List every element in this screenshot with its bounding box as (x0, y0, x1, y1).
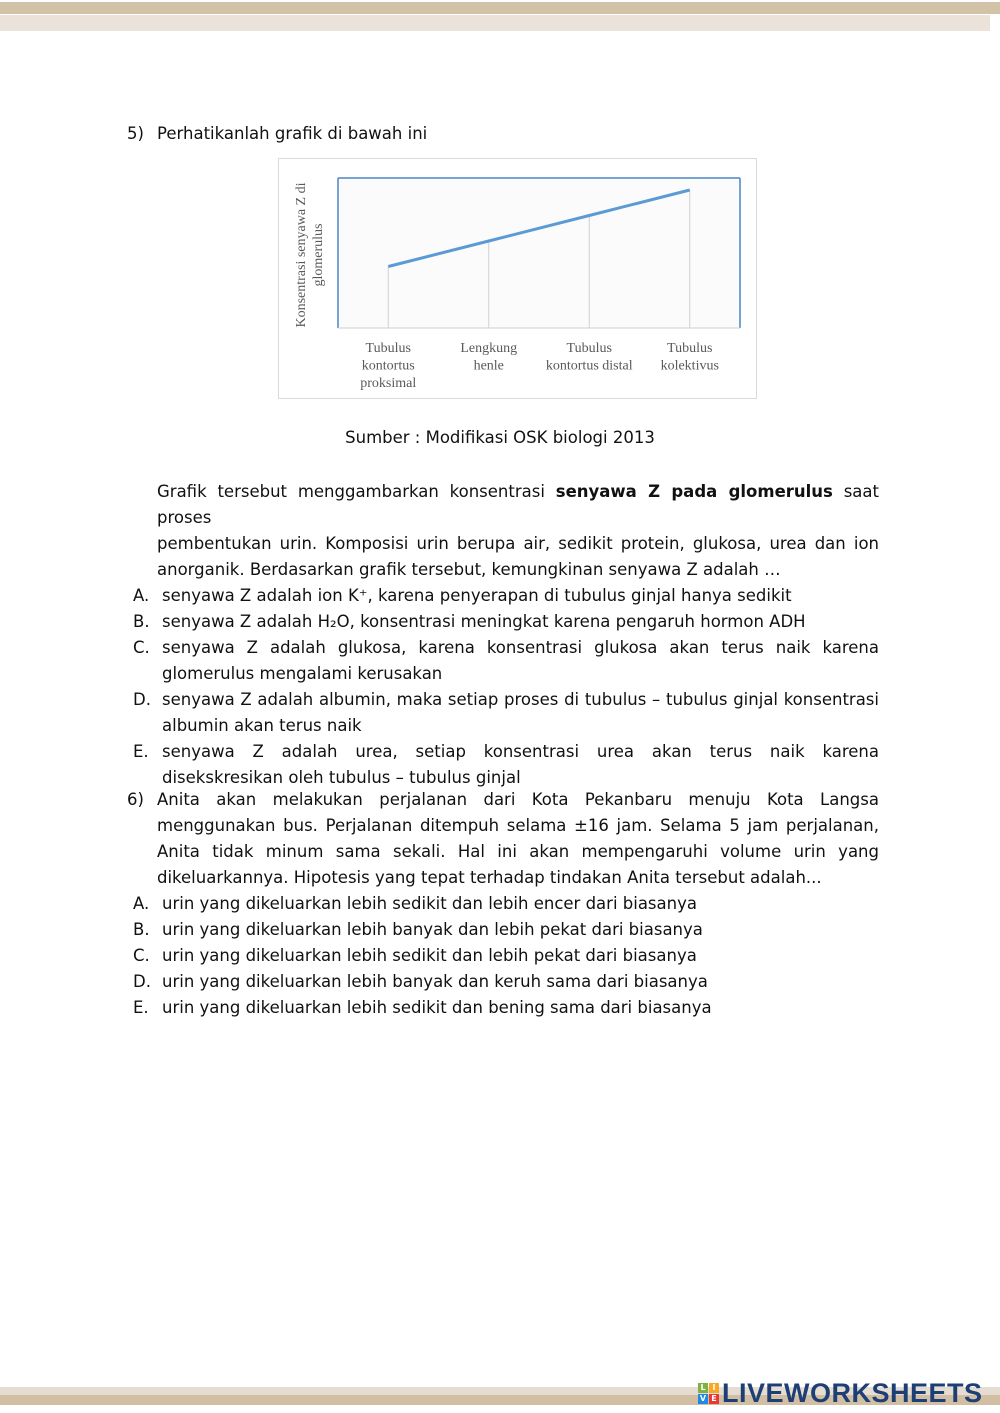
x-tick-label: kolektivus (660, 358, 719, 374)
text: Grafik tersebut menggambarkan konsentrasi (157, 482, 556, 501)
liveworksheets-logo (698, 1378, 983, 1408)
option-letter: A. (133, 586, 150, 605)
option-text: urin yang dikeluarkan lebih banyak dan lebih pekat dari biasanya (162, 920, 703, 939)
question-6 (127, 787, 879, 1021)
option-text: urin yang dikeluarkan lebih banyak dan keruh sama dari biasanya (162, 972, 708, 991)
paragraph-line: pembentukan urin. Komposisi urin berupa air, sedikit protein, glukosa, urea dan ion (157, 534, 879, 553)
x-tick-label: Tubulus (365, 341, 411, 356)
paragraph-line: menggunakan bus. Perjalanan ditempuh selama ±16 jam. Selama 5 jam perjalanan, (157, 816, 879, 835)
option-text: urin yang dikeluarkan lebih sedikit dan lebih encer dari biasanya (162, 894, 697, 913)
option-text: senyawa Z adalah urea, setiap konsentrasi urea akan terus naik karena disekskresikan oleh tubulus – tubulus ginjal (162, 742, 879, 787)
line-chart (279, 159, 758, 400)
option-text: urin yang dikeluarkan lebih sedikit dan lebih pekat dari biasanya (162, 946, 697, 965)
option-a[interactable] (127, 583, 879, 609)
option-a[interactable] (127, 891, 879, 917)
option-d[interactable] (127, 969, 879, 995)
option-text: urin yang dikeluarkan lebih sedikit dan bening sama dari biasanya (162, 998, 712, 1017)
option-letter: C. (133, 946, 150, 965)
option-letter: E. (133, 998, 149, 1017)
option-e[interactable] (127, 995, 879, 1021)
logo-text: LIVEWORKSHEETS (722, 1377, 983, 1408)
x-tick-label: Tubulus (566, 341, 612, 356)
paragraph-line: Anita tidak minum sama sekali. Hal ini akan mempengaruhi volume urin yang (157, 842, 879, 861)
option-letter: A. (133, 894, 150, 913)
logo-letter: L (698, 1383, 708, 1393)
option-d[interactable] (127, 687, 879, 739)
options-list (127, 891, 879, 1021)
option-b[interactable] (127, 609, 879, 635)
logo-letter: V (699, 1393, 707, 1403)
option-letter: D. (133, 690, 151, 709)
option-c[interactable] (127, 943, 879, 969)
top-border (0, 2, 1000, 14)
x-tick-label: henle (473, 358, 504, 374)
logo-letter: E (709, 1394, 719, 1404)
option-b[interactable] (127, 917, 879, 943)
top-border-light (0, 15, 990, 31)
option-text: senyawa Z adalah albumin, maka setiap proses di tubulus – tubulus ginjal konsentrasi albumin akan terus naik (162, 690, 879, 735)
plot-area (338, 178, 740, 328)
y-axis-label: Konsentrasi senyawa Z di (294, 182, 309, 328)
option-c[interactable] (127, 635, 879, 687)
paragraph-line: dikeluarkannya. Hipotesis yang tepat terhadap tindakan Anita tersebut adalah... (157, 868, 822, 887)
logo-icon (698, 1383, 719, 1404)
y-axis-label: glomerulus (311, 223, 326, 287)
x-tick-label: Tubulus (667, 341, 713, 356)
options-list (127, 583, 879, 791)
chart (278, 158, 757, 399)
logo-letter: I (709, 1383, 719, 1393)
text: saat proses (157, 482, 879, 527)
source-caption: Sumber : Modifikasi OSK biologi 2013 (345, 428, 655, 447)
option-letter: D. (133, 972, 151, 991)
option-letter: B. (133, 612, 150, 631)
question-5-prompt (127, 121, 879, 147)
x-tick-label: proksimal (360, 376, 417, 391)
bold-text: senyawa Z pada glomerulus (555, 482, 833, 501)
x-tick-label: Lengkung (460, 341, 518, 356)
x-tick-label: kontortus (361, 358, 415, 374)
option-letter: E. (133, 742, 149, 761)
question-number: 6) (127, 790, 144, 809)
option-text: senyawa Z adalah H₂O, konsentrasi meningkat karena pengaruh hormon ADH (162, 612, 806, 631)
question-5-body (127, 479, 879, 791)
option-letter: B. (133, 920, 150, 939)
prompt-text: Perhatikanlah grafik di bawah ini (157, 124, 428, 143)
option-letter: C. (133, 638, 150, 657)
option-text: senyawa Z adalah ion K⁺, karena penyerapan di tubulus ginjal hanya sedikit (162, 586, 792, 605)
paragraph-line: anorganik. Berdasarkan grafik tersebut, kemungkinan senyawa Z adalah … (157, 560, 781, 579)
paragraph-line: Anita akan melakukan perjalanan dari Kota Pekanbaru menuju Kota Langsa (157, 790, 879, 809)
option-text: senyawa Z adalah glukosa, karena konsentrasi glukosa akan terus naik karena glomerulus mengalami kerusakan (162, 638, 879, 683)
x-tick-label: kontortus distal (545, 358, 633, 374)
option-e[interactable] (127, 739, 879, 791)
question-number: 5) (127, 124, 144, 143)
paragraph-line (157, 479, 879, 531)
